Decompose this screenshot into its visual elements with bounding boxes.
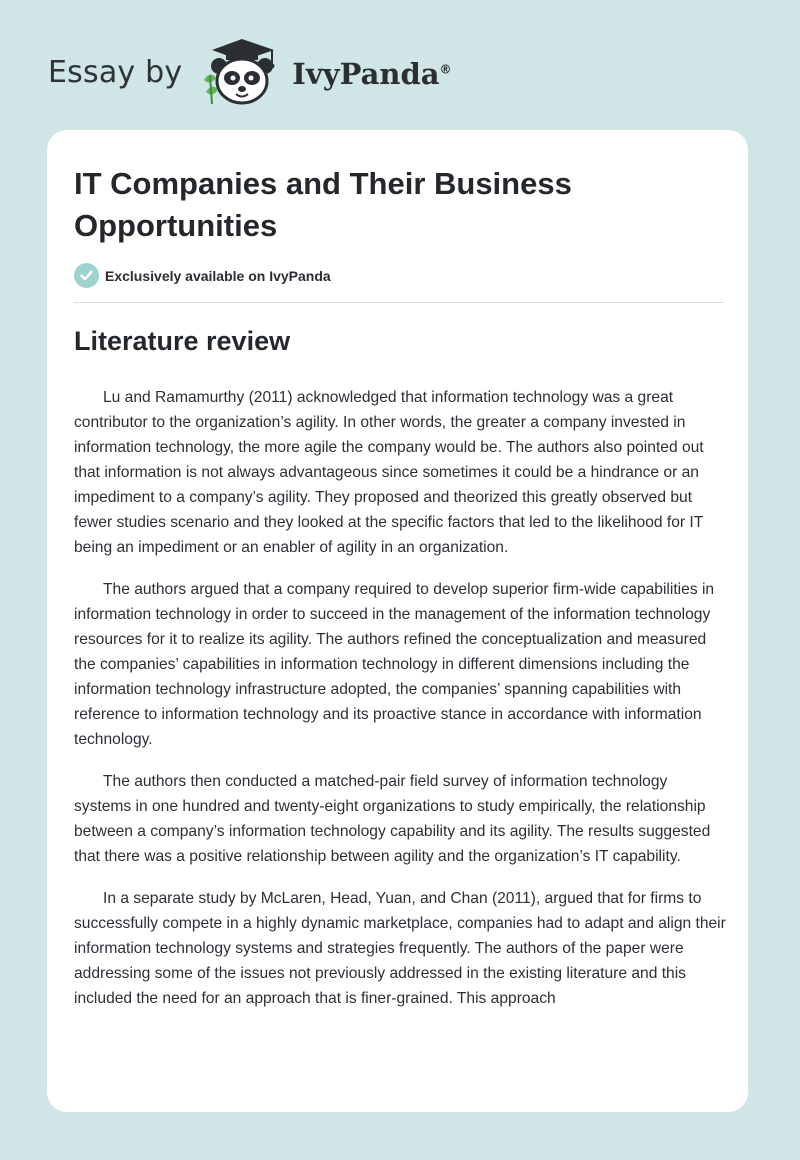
exclusive-badge [74, 263, 331, 288]
registered-mark: ® [439, 62, 452, 77]
section-heading: Literature review [74, 326, 291, 356]
panda-graduate-icon[interactable] [196, 36, 288, 108]
badge-label: Exclusively available on IvyPanda [105, 267, 331, 284]
brand-name[interactable]: IvyPanda® [292, 57, 452, 91]
paragraph: In a separate study by McLaren, Head, Yuan, and Chan (2011), argued that for firms to successfully compete in a highly dynamic marketplace, companies had to adapt and align their information technology systems and strategies frequently. The authors of the paper were addressing some of the issues not previously addressed in the existing literature and this included the need for an approach that is finer-grained. This approach [74, 890, 726, 1007]
essay-by-label: Essay by [48, 54, 183, 90]
paragraph: The authors then conducted a matched-pair field survey of information technology systems in one hundred and twenty-eight organizations to study empirically, the relationship between a company’s information technology capability and its agility. The results suggested that there was a positive relationship between agility and the organization’s IT capability. [74, 773, 711, 865]
essay-body [74, 385, 726, 1028]
check-icon [74, 263, 99, 288]
paragraph: The authors argued that a company required to develop superior firm-wide capabilities in information technology in order to succeed in the management of the information technology resources for it to realize its agility. The authors refined the conceptualization and measured the companies’ capabilities in information technology in different dimensions including the information technology infrastructure adopted, the companies’ spanning capabilities with reference to information technology and its proactive stance in accordance with information technology. [74, 581, 715, 748]
paragraph: Lu and Ramamurthy (2011) acknowledged that information technology was a great contributor to the organization’s agility. In other words, the greater a company invested in information technology, the more agile the company would be. The authors also pointed out that information is not always advantageous since sometimes it could be a hindrance or an impediment to a company’s agility. They proposed and theorized this greatly observed but fewer studies scenario and they looked at the specific factors that led to the likelihood for IT being an impediment or an enabler of agility in an organization. [74, 389, 704, 556]
divider [74, 302, 723, 303]
page-title: IT Companies and Their Business Opportunities [74, 166, 572, 243]
site-header [48, 36, 452, 108]
essay-card [47, 130, 748, 1112]
